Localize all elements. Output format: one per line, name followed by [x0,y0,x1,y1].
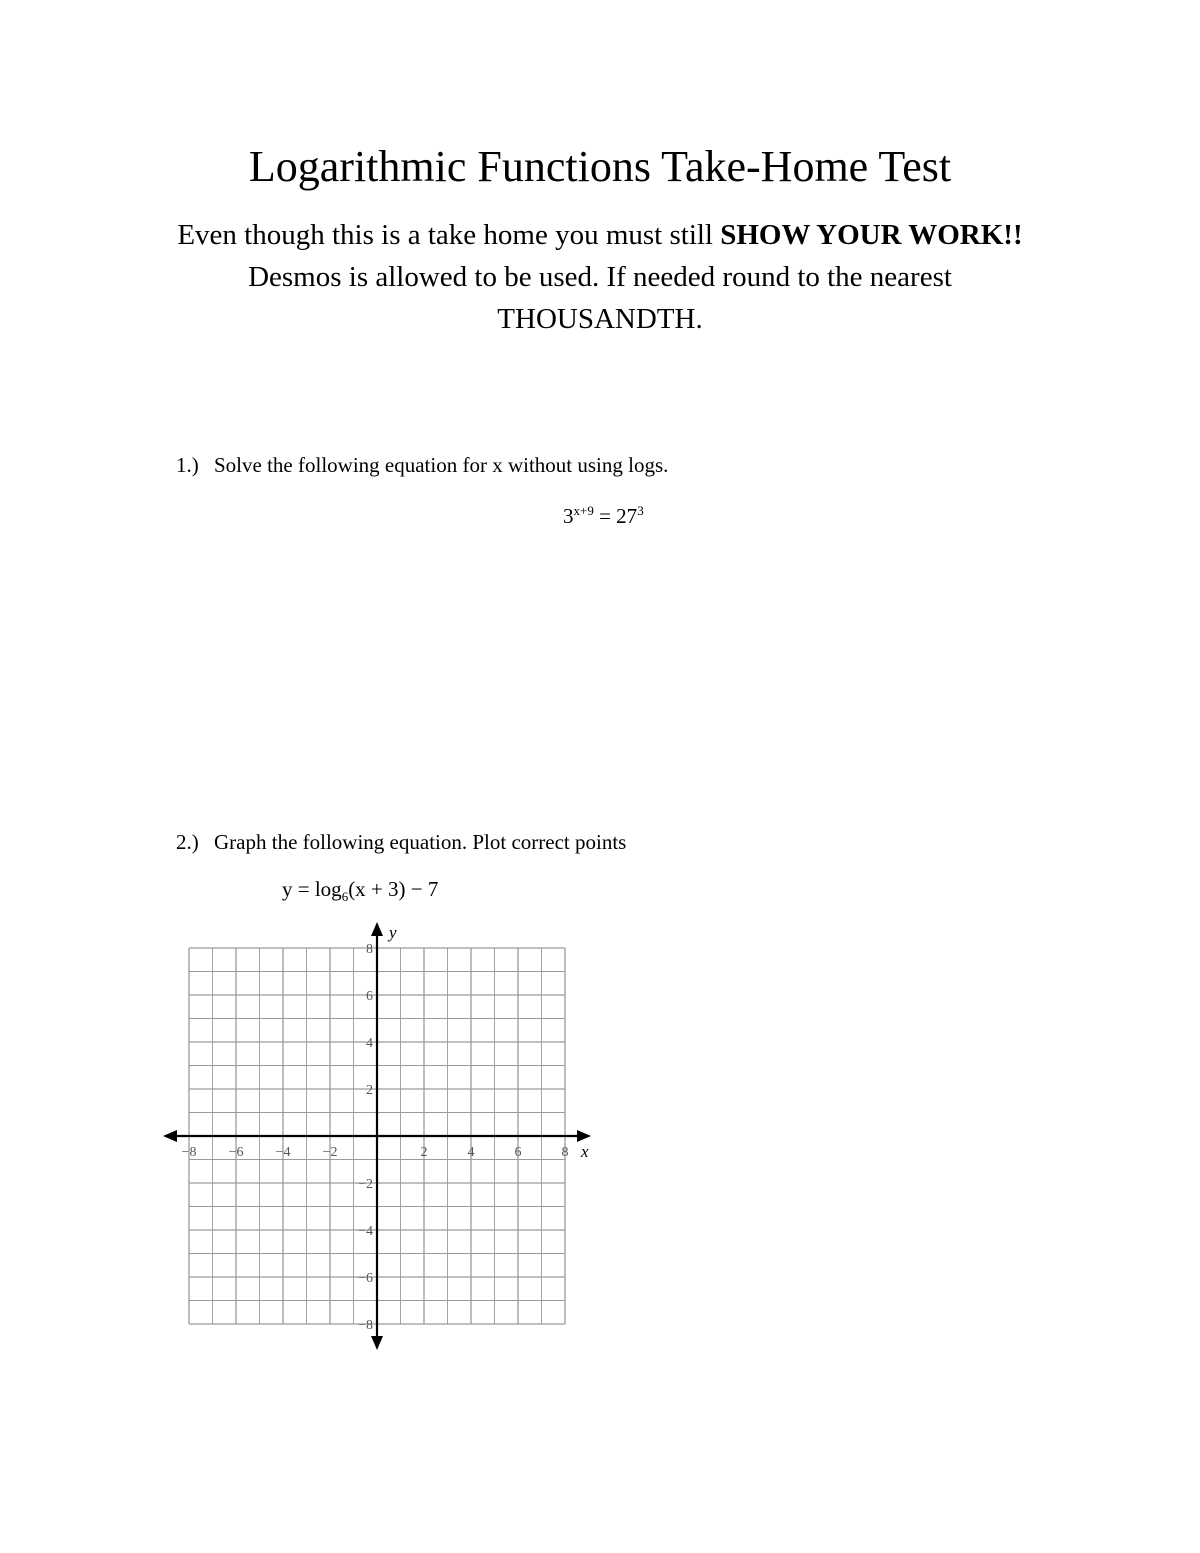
x-tick-label: 6 [514,1145,522,1160]
eq2-base: 6 [341,889,349,905]
y-tick-label: 8 [366,942,373,957]
y-axis-down-arrow [371,1336,383,1350]
y-tick-label: −2 [358,1177,373,1192]
x-axis-label: x [581,1142,589,1161]
y-tick-label: −6 [358,1271,373,1286]
x-tick-label: 2 [420,1145,428,1160]
instructions-line-1-text: Even though this is a take home you must still [177,219,721,251]
eq1-base: 3 [563,504,574,528]
x-tick-label: 8 [561,1145,569,1160]
x-axis-left-arrow [163,1130,177,1142]
y-tick-label: 4 [366,1036,373,1051]
eq1-rhs-exponent: 3 [637,503,644,518]
instructions-line-2: Desmos is allowed to be used. If needed round to the nearest [248,261,952,293]
y-tick-label: −8 [358,1318,373,1333]
question-1-text: Solve the following equation for x without using logs. [214,453,669,477]
eq2-prefix: y = log [282,877,342,901]
x-tick-label: −4 [275,1145,291,1160]
page-title: Logarithmic Functions Take-Home Test [248,142,952,191]
y-axis-up-arrow [371,922,383,936]
y-tick-label: 2 [366,1083,373,1098]
eq2-suffix: (x + 3) − 7 [348,877,439,901]
y-axis-label: y [389,923,397,942]
x-tick-label: 4 [467,1145,475,1160]
show-work-emphasis: SHOW YOUR WORK!! [720,219,1023,251]
eq1-rhs: = 27 [593,504,638,528]
question-1-number: 1.) [176,453,199,477]
x-tick-label: −6 [228,1145,244,1160]
question-2-number: 2.) [176,830,199,854]
x-axis-right-arrow [577,1130,591,1142]
y-tick-label: −4 [358,1224,373,1239]
x-tick-label: −8 [181,1145,197,1160]
question-2-text: Graph the following equation. Plot correct points [214,830,627,854]
y-tick-label: 6 [366,989,373,1004]
eq1-exponent: x+9 [573,503,594,518]
instructions-line-3: THOUSANDTH. [497,303,703,335]
x-tick-label: −2 [322,1145,338,1160]
